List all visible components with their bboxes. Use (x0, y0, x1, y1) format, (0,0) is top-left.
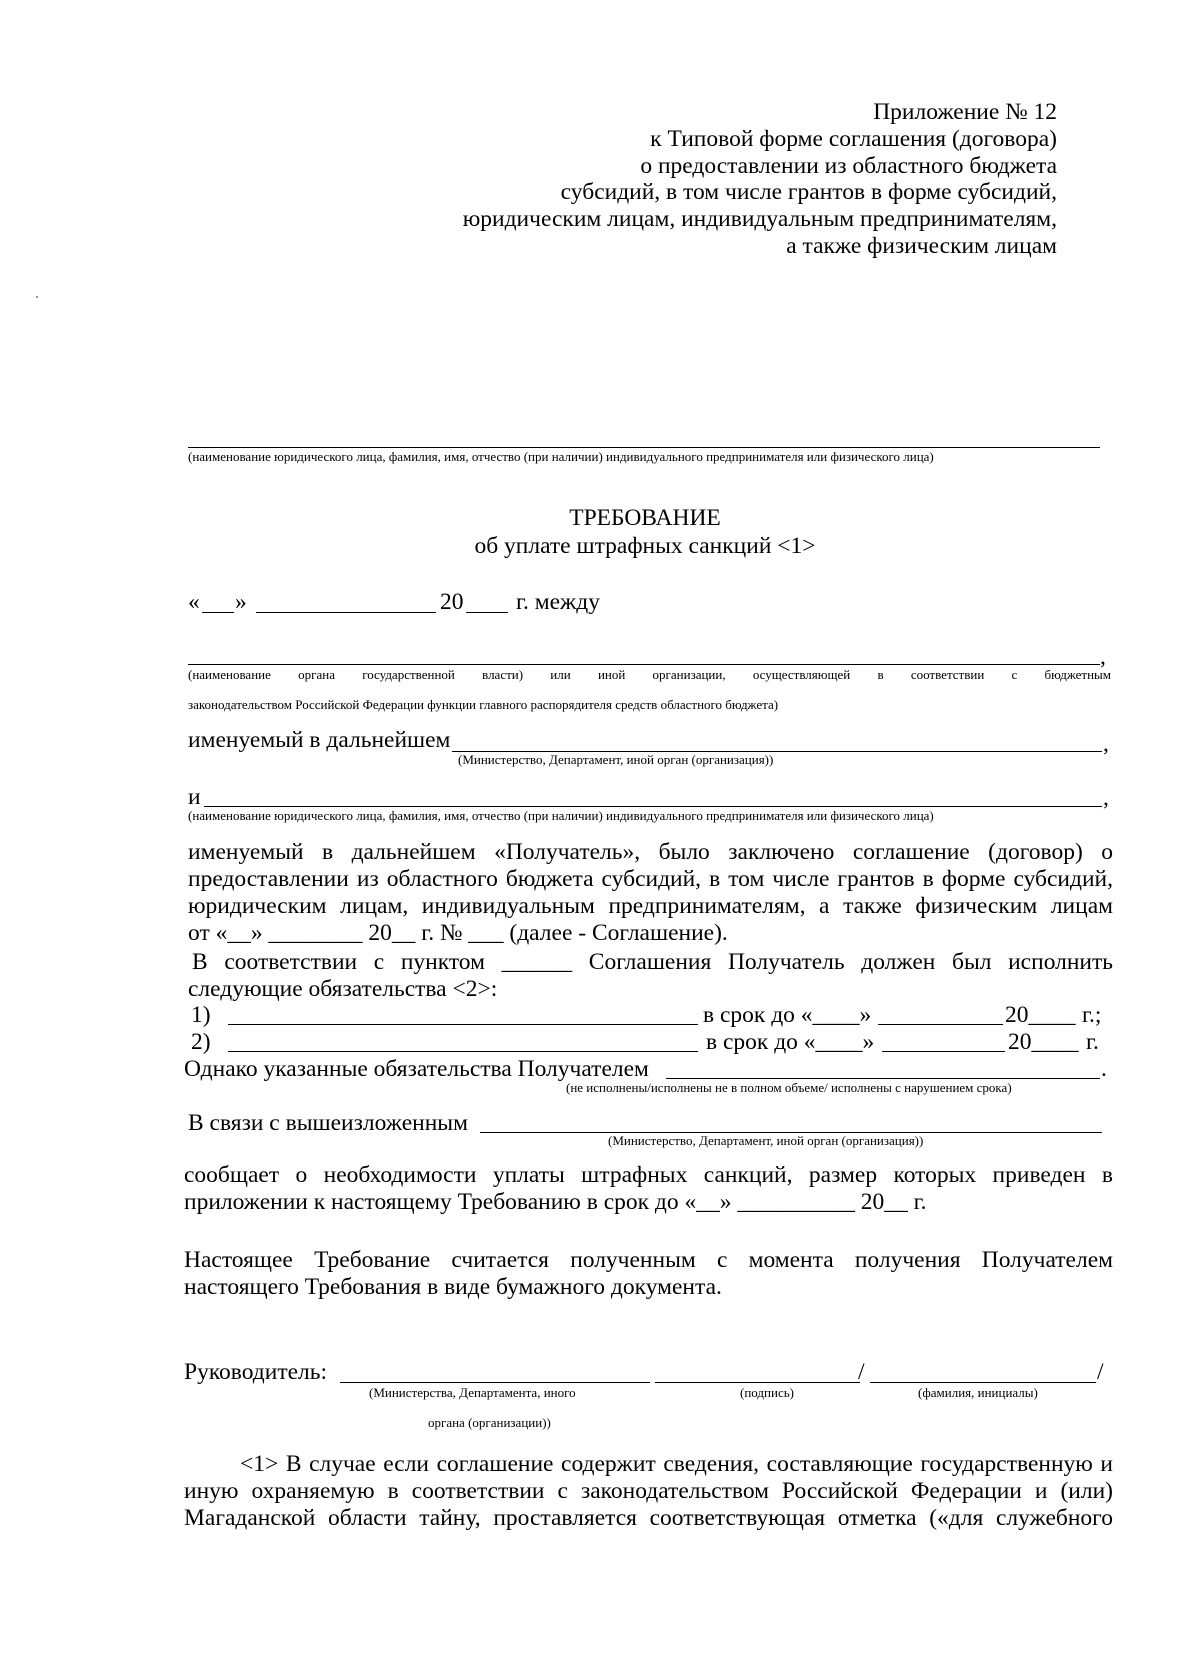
date-year-prefix: 20 (440, 589, 464, 615)
signature-name-line (870, 1382, 1096, 1383)
paragraph4-line1: Настоящее Требование считается полученным с момента получения Получателем (184, 1247, 1113, 1273)
date-close-quote: » (235, 589, 247, 615)
obligation-text-line (228, 1051, 698, 1052)
paragraph3-line1: сообщает о необходимости уплаты штрафных санкций, размер которых приведен в (184, 1162, 1113, 1188)
paragraph1-line1: именуемый в дальнейшем «Получатель», было заключено соглашение (договор) о (188, 839, 1113, 865)
organ-name-line (188, 664, 1100, 665)
obligation-due: в срок до «____» (703, 1002, 872, 1028)
date-suffix: г. между (516, 589, 600, 615)
obligation-month-line (878, 1024, 1003, 1025)
obligation-due: в срок до «____» (706, 1029, 875, 1055)
annex-line-6: а также физическим лицам (786, 233, 1057, 259)
annex-line-2: к Типовой форме соглашения (договора) (650, 126, 1057, 152)
annex-line-4: субсидий, в том числе грантов в форме субсидий, (560, 179, 1057, 205)
signature-caption-name: (фамилия, инициалы) (918, 1385, 1038, 1400)
signature-caption-sign: (подпись) (740, 1385, 794, 1400)
date-day-line (202, 612, 234, 613)
obligation-end: г. (1086, 1029, 1099, 1055)
paragraph2-line2: следующие обязательства <2>: (188, 976, 498, 1002)
date-month-line (256, 612, 436, 613)
signature-org-line (340, 1382, 650, 1383)
obligation-number: 1) (191, 1002, 211, 1028)
annex-number: Приложение № 12 (873, 99, 1057, 125)
document-title: ТРЕБОВАНИЕ (569, 505, 721, 531)
organ-caption-2: законодательством Российской Федерации функции главного распорядителя средств областного бюджета) (188, 697, 779, 712)
in-connection-label: В связи с вышеизложенным (188, 1110, 468, 1136)
paragraph1-line2: предоставлении из областного бюджета субсидий, в том числе грантов в форме субсидий, (188, 866, 1113, 892)
however-line (666, 1078, 1100, 1079)
named-hereafter-label: именуемый в дальнейшем (188, 727, 451, 753)
date-open-quote: « (188, 589, 200, 615)
paragraph1-line3: юридическим лицам, индивидуальным предпринимателям, а также физическим лицам (188, 893, 1113, 919)
recipient-comma: , (1103, 785, 1109, 811)
organ-comma: , (1100, 644, 1106, 670)
ministry-caption: (Министерство, Департамент, иной орган (организация)) (458, 752, 774, 767)
however-label: Однако указанные обязательства Получателем (184, 1056, 649, 1082)
obligation-number: 2) (191, 1029, 211, 1055)
signature-sign-line (655, 1382, 860, 1383)
however-end: . (1101, 1056, 1107, 1082)
paragraph2-line1: В соответствии с пунктом ______ Соглашения Получатель должен был исполнить (192, 949, 1113, 975)
recipient-name-line (188, 447, 1100, 448)
organ-caption-1: (наименование органа государственной власти) или иной организации, осуществляющей в соответствии с бюджетным (188, 667, 1111, 682)
annex-line-5: юридическим лицам, индивидуальным предпринимателям, (462, 206, 1057, 232)
annex-line-3: о предоставлении из областного бюджета (640, 153, 1057, 179)
obligation-month-line (882, 1051, 1005, 1052)
obligation-end: г.; (1082, 1002, 1102, 1028)
recipient-caption-2: (наименование юридического лица, фамилия, имя, отчество (при наличии) индивидуального предпринимателя или физического лица) (188, 808, 934, 823)
signature-caption-org-2: органа (организации)) (428, 1415, 551, 1430)
paragraph1-line4: от «__» ________ 20__ г. № ___ (далее - Соглашение). (188, 920, 728, 946)
signature-slash-1: / (858, 1359, 865, 1385)
recipient-name-line-2 (204, 806, 1102, 807)
and-word: и (188, 784, 201, 810)
scan-speck (36, 296, 38, 298)
signature-slash-2: / (1097, 1359, 1104, 1385)
ministry-caption-2: (Министерство, Департамент, иной орган (организация)) (608, 1133, 924, 1148)
obligation-text-line (228, 1024, 698, 1025)
date-year-line (466, 612, 508, 613)
signature-label: Руководитель: (184, 1359, 328, 1385)
ministry-comma: , (1103, 731, 1109, 757)
signature-caption-org-1: (Министерства, Департамента, иного (369, 1385, 576, 1400)
recipient-caption: (наименование юридического лица, фамилия, имя, отчество (при наличии) индивидуального предпринимателя или физического лица) (188, 449, 934, 464)
however-caption: (не исполнены/исполнены не в полном объеме/ исполнены с нарушением срока) (566, 1080, 1012, 1095)
obligation-year: 20____ (1008, 1029, 1079, 1055)
document-subtitle: об уплате штрафных санкций <1> (474, 533, 816, 559)
footnote-line3: Магаданской области тайну, проставляется соответствующая отметка («для служебного (184, 1505, 1113, 1531)
footnote-line1: <1> В случае если соглашение содержит сведения, составляющие государственную и (240, 1451, 1113, 1477)
footnote-line2: иную охраняемую в соответствии с законодательством Российской Федерации и (или) (184, 1478, 1113, 1504)
obligation-year: 20____ (1005, 1002, 1076, 1028)
paragraph3-line2: приложении к настоящему Требованию в срок до «__» __________ 20__ г. (184, 1189, 927, 1215)
paragraph4-line2: настоящего Требования в виде бумажного документа. (184, 1274, 722, 1300)
